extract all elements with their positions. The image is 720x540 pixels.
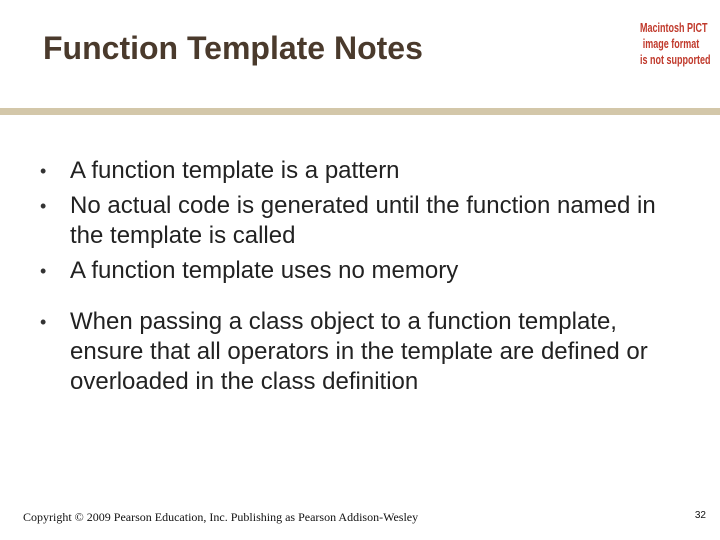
bullet-text: When passing a class object to a function template, ensure that all operators in the template are defined or overloaded in the class definition xyxy=(70,308,648,395)
copyright-footer: Copyright © 2009 Pearson Education, Inc. Publishing as Pearson Addison-Wesley xyxy=(23,510,419,524)
bullet-icon: • xyxy=(40,196,47,216)
bullet-icon: • xyxy=(40,312,47,332)
bullet-item xyxy=(40,156,670,186)
bullet-text: No actual code is generated until the function named in the template is called xyxy=(70,192,656,249)
image-placeholder xyxy=(640,20,711,68)
title-divider xyxy=(0,108,720,115)
bullet-item xyxy=(40,256,670,286)
bullet-list xyxy=(40,156,670,402)
bullet-item xyxy=(40,307,670,397)
bullet-text: A function template is a pattern xyxy=(70,157,400,184)
page-number: 32 xyxy=(694,510,706,521)
image-placeholder-line: image format xyxy=(642,37,700,51)
image-placeholder-line: is not supported xyxy=(640,53,711,67)
bullet-item xyxy=(40,191,670,251)
image-placeholder-line: Macintosh PICT xyxy=(640,21,708,35)
bullet-icon: • xyxy=(40,261,47,281)
slide-title: Function Template Notes xyxy=(43,30,423,66)
bullet-icon: • xyxy=(40,161,47,181)
bullet-text: A function template uses no memory xyxy=(70,257,459,284)
